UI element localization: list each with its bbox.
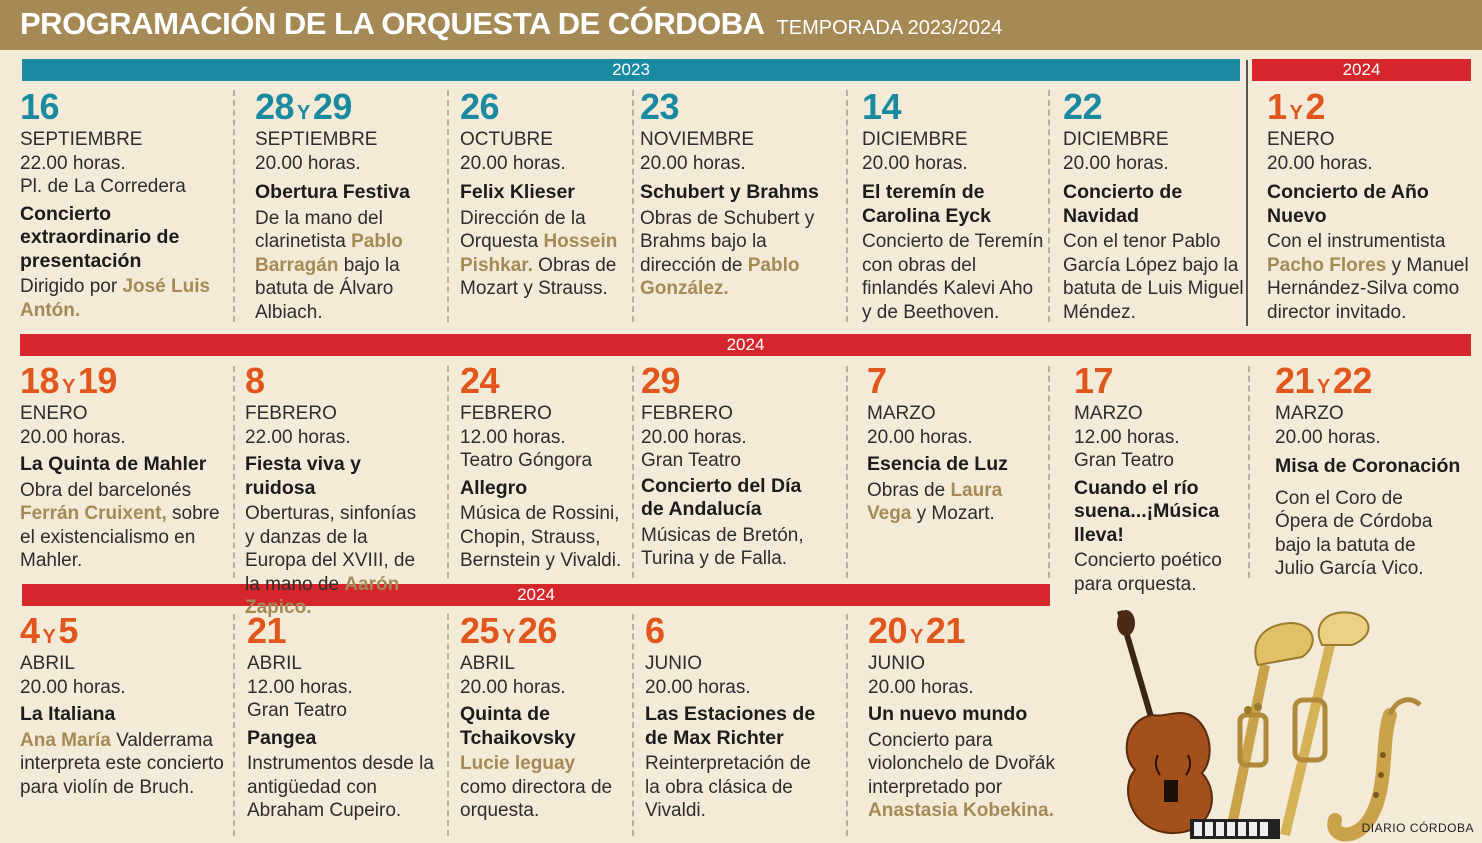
event-title: Felix Klieser (460, 181, 575, 203)
credit-label: DIARIO CÓRDOBA (1361, 821, 1474, 835)
event-time: 20.00 horas. (645, 676, 751, 698)
event-card (20, 612, 232, 799)
event-title: Cuando el río suena...¡Música lleva! (1074, 476, 1220, 546)
event-month: SEPTIEMBRE (20, 129, 143, 150)
event-venue: Gran Teatro (641, 450, 741, 471)
event-month: OCTUBRE (460, 129, 553, 150)
event-date: 8 (245, 360, 265, 401)
saxophone-icon (1334, 700, 1420, 835)
column-divider (233, 366, 235, 578)
event-title: Concierto del Día de Andalucía (641, 474, 802, 520)
event-description: Obras de Schubert y Brahms bajo la dirección de Pablo González. (640, 207, 815, 299)
event-date: 16 (20, 86, 60, 127)
event-date: 7 (867, 360, 887, 401)
event-card (1275, 362, 1475, 581)
column-divider (632, 366, 634, 578)
event-card (1063, 88, 1245, 324)
column-divider (447, 366, 449, 578)
event-date: 24 (460, 360, 500, 401)
event-month: DICIEMBRE (1063, 129, 1169, 150)
event-title: Schubert y Brahms (640, 181, 819, 203)
event-description: Con el instrumentista Pacho Flores y Manuel Hernández-Silva como director invitado. (1267, 231, 1469, 323)
page-header (0, 0, 1482, 50)
event-time: 20.00 horas. (1063, 152, 1169, 174)
column-divider (447, 90, 449, 322)
event-month: ENERO (1267, 129, 1335, 150)
event-title: Quinta de Tchaikovsky (460, 703, 576, 749)
column-divider (233, 90, 235, 322)
event-title: Las Estaciones de de Max Richter (645, 703, 816, 749)
event-description: Obras de Laura Vega y Mozart. (867, 479, 1003, 524)
event-description: Dirección de la Orquesta Hossein Pishkar. Obras de Mozart y Strauss. (460, 207, 618, 299)
event-time: 12.00 horas. (460, 426, 566, 448)
event-month: FEBRERO (460, 403, 552, 424)
event-month: NOVIEMBRE (640, 129, 755, 150)
event-title: Concierto de Año Nuevo (1267, 181, 1429, 227)
event-card (645, 612, 825, 823)
event-card (460, 612, 625, 823)
event-date: 21 (247, 610, 287, 651)
event-title: La Quinta de Mahler (20, 453, 207, 475)
event-month: MARZO (1275, 403, 1344, 424)
event-time: 20.00 horas. (460, 676, 566, 698)
event-description: Con el tenor Pablo García López bajo la batuta de Luis Miguel Méndez. (1063, 231, 1244, 323)
event-date: 29 (641, 360, 681, 401)
event-card (867, 362, 1027, 526)
event-card (862, 88, 1044, 324)
event-title: El teremín de Carolina Eyck (862, 181, 991, 227)
event-time: 20.00 horas. (862, 152, 968, 174)
event-time: 20.00 horas. (641, 426, 747, 448)
event-month: MARZO (1074, 403, 1143, 424)
year-bar-2024-c: 2024 (22, 584, 1050, 606)
event-time: 22.00 horas. (245, 426, 351, 448)
event-description: Reinterpretación de la obra clásica de Vivaldi. (645, 753, 811, 821)
event-date: 17 (1074, 360, 1114, 401)
event-month: ABRIL (460, 653, 515, 674)
event-date: 20 Y21 (868, 610, 965, 651)
event-title: Concierto extraordinario de presentación (20, 202, 180, 272)
event-month: SEPTIEMBRE (255, 129, 378, 150)
event-description: Dirigido por José Luis Antón. (20, 276, 211, 321)
column-divider (846, 614, 848, 836)
event-month: DICIEMBRE (862, 129, 968, 150)
instruments-illustration (1090, 605, 1482, 843)
event-venue: Pl. de La Corredera (20, 176, 186, 197)
event-date: 21 Y22 (1275, 360, 1372, 401)
event-card (1074, 362, 1234, 596)
event-time: 20.00 horas. (20, 676, 126, 698)
column-divider (846, 90, 848, 322)
event-time: 12.00 horas. (1074, 426, 1180, 448)
column-divider (1048, 90, 1050, 322)
event-card (868, 612, 1078, 823)
event-description: Concierto de Teremín con obras del finlandés Kalevi Aho y de Beethoven. (862, 231, 1044, 323)
event-venue: Gran Teatro (247, 700, 347, 721)
year-bar-2023: 2023 (22, 59, 1240, 81)
event-description: Ana María Valderrama interpreta este concierto para violín de Bruch. (20, 729, 224, 798)
event-card (640, 88, 830, 301)
event-time: 12.00 horas. (247, 676, 353, 698)
event-month: ABRIL (20, 653, 75, 674)
event-month: JUNIO (868, 653, 925, 674)
event-description: De la mano del clarinetista Pablo Barragán bajo la batuta de Álvaro Albiach. (255, 207, 403, 323)
event-card (1267, 88, 1477, 324)
event-month: MARZO (867, 403, 936, 424)
column-divider (632, 90, 634, 322)
page-title: PROGRAMACIÓN DE LA ORQUESTA DE CÓRDOBA (20, 6, 765, 41)
column-divider (632, 614, 634, 836)
trumpet-icon (1230, 623, 1313, 835)
event-month: ENERO (20, 403, 88, 424)
event-date: 4 Y5 (20, 610, 78, 651)
event-title: Obertura Festiva (255, 181, 410, 203)
event-date: 1 Y2 (1267, 86, 1325, 127)
event-date: 14 (862, 86, 902, 127)
column-divider (1248, 366, 1250, 578)
event-title: Fiesta viva y ruidosa (245, 453, 361, 499)
column-divider (233, 614, 235, 836)
event-card (20, 88, 225, 322)
event-card (255, 88, 440, 324)
keyboard-icon (1190, 819, 1280, 839)
event-title: Esencia de Luz (867, 453, 1008, 475)
event-description: Concierto para violonchelo de Dvořák interpretado por Anastasia Kobekina. (868, 729, 1055, 821)
event-card (245, 362, 430, 620)
event-title: Allegro (460, 476, 528, 499)
event-card (247, 612, 437, 823)
event-month: FEBRERO (245, 403, 337, 424)
event-time: 20.00 horas. (868, 676, 974, 698)
year-bar-2024-b: 2024 (20, 334, 1471, 356)
event-card (20, 362, 225, 573)
event-title: La Italiana (20, 703, 116, 725)
event-time: 20.00 horas. (640, 152, 746, 174)
event-time: 20.00 horas. (460, 152, 566, 174)
event-date: 26 (460, 86, 500, 127)
event-card (460, 362, 630, 573)
event-time: 20.00 horas. (1275, 426, 1381, 448)
event-date: 18 Y19 (20, 360, 117, 401)
event-date: 28 Y29 (255, 86, 352, 127)
event-month: JUNIO (645, 653, 702, 674)
column-divider (846, 366, 848, 578)
event-title: Misa de Coronación (1275, 455, 1461, 477)
event-month: ABRIL (247, 653, 302, 674)
event-date: 25 Y26 (460, 610, 557, 651)
event-venue: Gran Teatro (1074, 450, 1174, 471)
page-subtitle: TEMPORADA 2023/2024 (776, 17, 1003, 39)
event-description: Músicas de Bretón, Turina y de Falla. (641, 524, 804, 569)
year-bar-2024-a: 2024 (1252, 59, 1471, 81)
column-divider (447, 614, 449, 836)
event-card (460, 88, 625, 301)
event-description: Con el Coro de Ópera de Córdoba bajo la batuta de Julio García Vico. (1275, 487, 1433, 579)
event-date: 23 (640, 86, 680, 127)
event-description: Instrumentos desde la antigüedad con Abraham Cupeiro. (247, 753, 434, 821)
event-date: 22 (1063, 86, 1103, 127)
column-divider (1048, 366, 1050, 578)
event-title: Concierto de Navidad (1063, 181, 1183, 227)
event-venue: Teatro Góngora (460, 450, 593, 471)
event-title: Pangea (247, 726, 317, 749)
event-title: Un nuevo mundo (868, 703, 1028, 725)
event-time: 20.00 horas. (867, 426, 973, 448)
event-time: 20.00 horas. (20, 426, 126, 448)
event-description: Obra del barcelonés Ferrán Cruixent, sobre el existencialismo en Mahler. (20, 479, 220, 571)
event-description: Lucie leguay como directora de orquesta. (460, 753, 613, 821)
event-description: Oberturas, sinfonías y danzas de la Europa del XVIII, de la mano de Aarón Zapico. (245, 503, 417, 618)
event-time: 20.00 horas. (1267, 152, 1373, 174)
violin-icon (1117, 610, 1212, 833)
event-date: 6 (645, 610, 665, 651)
year-divider (1246, 60, 1248, 326)
event-description: Concierto poético para orquesta. (1074, 550, 1222, 595)
event-month: FEBRERO (641, 403, 733, 424)
event-time: 20.00 horas. (255, 152, 361, 174)
event-description: Música de Rossini, Chopin, Strauss, Bernstein y Vivaldi. (460, 503, 622, 571)
event-time: 22.00 horas. (20, 152, 126, 174)
event-card (641, 362, 826, 571)
